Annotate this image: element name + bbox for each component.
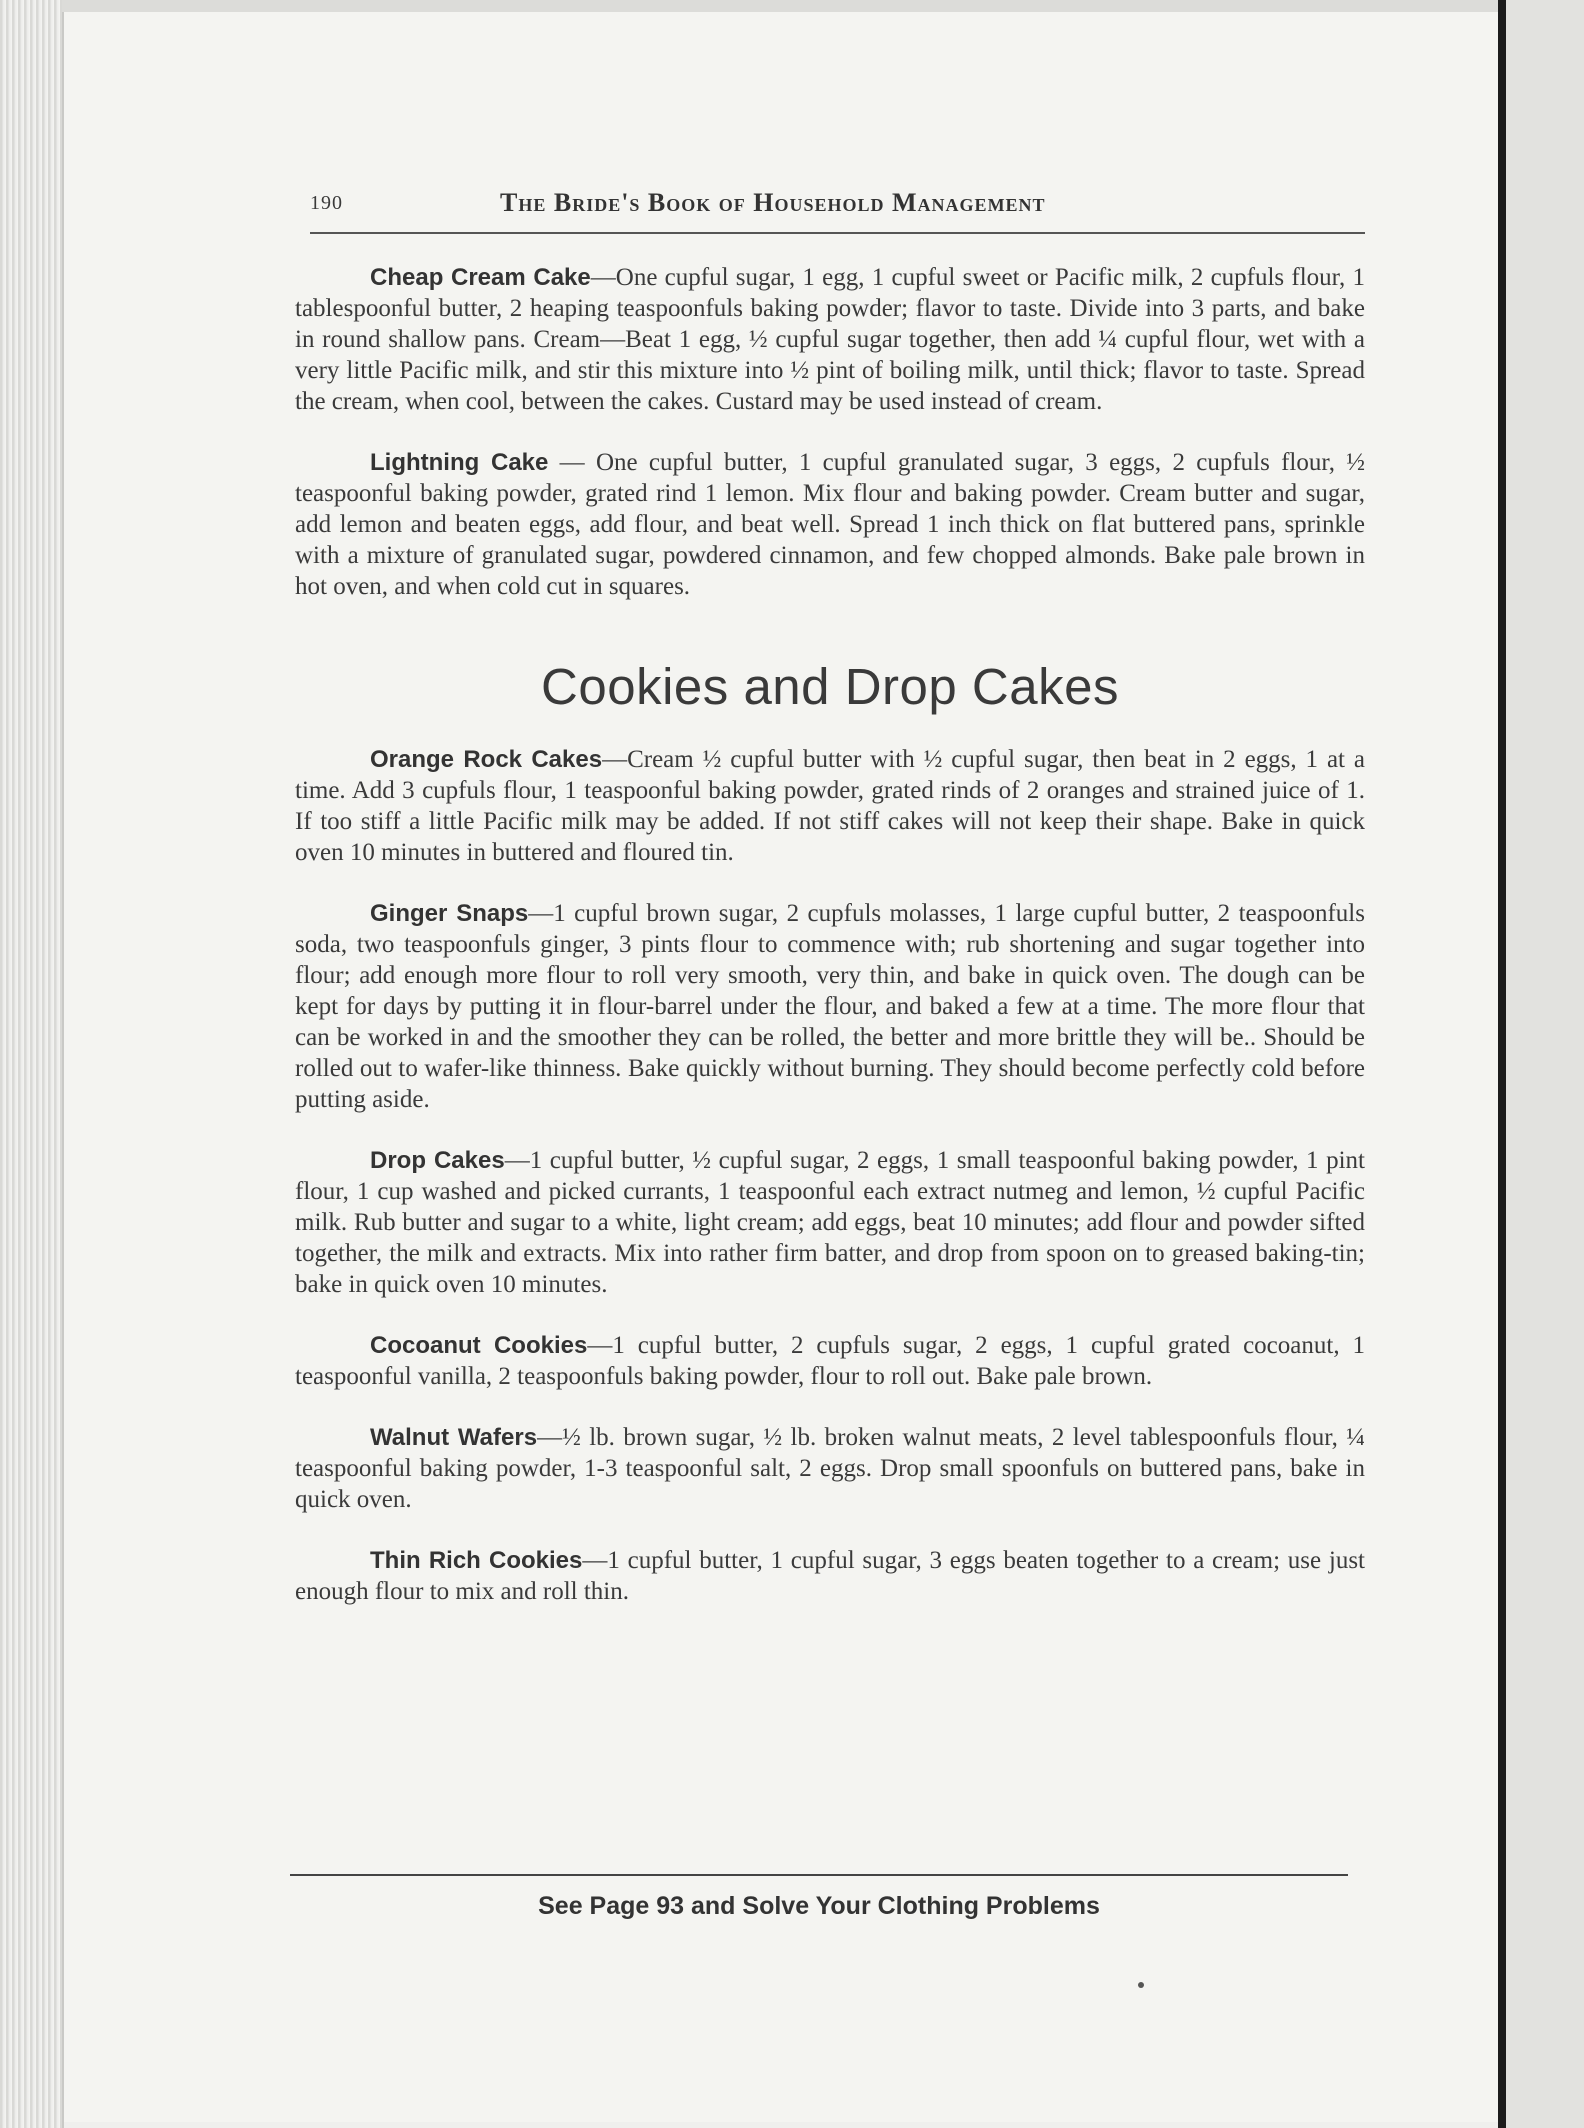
page-edges-left xyxy=(0,0,64,2128)
recipe-text: —Cream ½ cupful butter with ½ cupful sugar, then beat in 2 eggs, 1 at a time. Add 3 cupfuls flour, 1 teaspoonful baking powder, grated rinds of 2 oranges and strained juice of 1. If too stiff a little Pacific milk may be added. If not stiff cakes will not keep their shape. Bake in quick oven 10 minutes in buttered and floured tin. xyxy=(295,746,1365,866)
recipe-text: —1 cupful butter, 1 cupful sugar, 3 eggs beaten together to a cream; use just enough flour to mix and roll thin. xyxy=(295,1547,1365,1605)
recipe-title: Walnut Wafers xyxy=(370,1424,538,1451)
header-divider xyxy=(310,232,1365,234)
recipe-title: Drop Cakes xyxy=(370,1147,505,1174)
section-heading: Cookies and Drop Cakes xyxy=(541,658,1119,715)
recipe-ginger-snaps xyxy=(295,898,1365,1115)
running-head xyxy=(310,188,1360,228)
recipe-text: —1 cupful brown sugar, 2 cupfuls molasses, 1 large cupful butter, 2 teaspoonfuls soda, two teaspoonfuls ginger, 3 pints flour to commence with; rub shortening and sugar together into flour; add enough more flour to roll very smooth, very thin, and bake in quick oven. The dough can be kept for days by putting it in flour-barrel under the flour, and baked a few at a time. The more flour that can be worked in and the smoother they can be rolled, the better and more brittle they will be.. Should be rolled out to wafer-like thinness. Bake quickly without burning. They should become perfectly cold before putting aside. xyxy=(295,900,1365,1113)
recipe-cocoanut-cookies xyxy=(295,1330,1365,1392)
footer-note: See Page 93 and Solve Your Clothing Problems xyxy=(538,1892,1100,1920)
recipe-text: —1 cupful butter, ½ cupful sugar, 2 eggs, 1 small teaspoonful baking powder, 1 pint flour, 1 cup washed and picked currants, 1 teaspoonful each extract nutmeg and lemon, ½ cupful Pacific milk. Rub butter and sugar to a white, light cream; add eggs, beat 10 minutes; add flour and powder sifted together, the milk and extracts. Mix into rather firm batter, and drop from spoon on to greased baking-tin; bake in quick oven 10 minutes. xyxy=(295,1147,1365,1298)
recipe-drop-cakes xyxy=(295,1145,1365,1300)
recipe-title: Thin Rich Cookies xyxy=(370,1547,583,1574)
page-gutter xyxy=(1498,0,1506,2128)
footer-divider xyxy=(290,1874,1348,1876)
recipe-walnut-wafers xyxy=(295,1422,1365,1515)
page-number: 190 xyxy=(310,192,343,214)
recipe-title: Orange Rock Cakes xyxy=(370,746,603,773)
recipe-title: Cocoanut Cookies xyxy=(370,1332,588,1359)
next-page-edge xyxy=(1506,0,1584,2128)
recipe-thin-rich-cookies xyxy=(295,1545,1365,1607)
recipe-text: — One cupful butter, 1 cupful granulated sugar, 3 eggs, 2 cupfuls flour, ½ teaspoonful baking powder, grated rind 1 lemon. Mix flour and baking powder. Cream butter and sugar, add lemon and beaten eggs, add flour, and beat well. Spread 1 inch thick on flat buttered pans, sprinkle with a mixture of granulated sugar, powdered cinnamon, and few chopped almonds. Bake pale brown in hot oven, and when cold cut in squares. xyxy=(295,449,1365,600)
recipe-text: —One cupful sugar, 1 egg, 1 cupful sweet or Pacific milk, 2 cupfuls flour, 1 tablespoonful butter, 2 heaping teaspoonfuls baking powder; flavor to taste. Divide into 3 parts, and bake in round shallow pans. Cream—Beat 1 egg, ½ cupful sugar together, then add ¼ cupful flour, wet with a very little Pacific milk, and stir this mixture into ½ pint of boiling milk, until thick; flavor to taste. Spread the cream, when cool, between the cakes. Custard may be used instead of cream. xyxy=(295,264,1365,415)
recipe-lightning-cake xyxy=(295,447,1365,602)
ink-speck xyxy=(1138,1982,1144,1988)
page-body xyxy=(295,262,1365,1637)
recipe-cheap-cream-cake xyxy=(295,262,1365,417)
recipe-text: —1 cupful butter, 2 cupfuls sugar, 2 eggs, 1 cupful grated cocoanut, 1 teaspoonful vanilla, 2 teaspoonfuls baking powder, flour to roll out. Bake pale brown. xyxy=(295,1332,1365,1390)
recipe-title: Ginger Snaps xyxy=(370,900,529,927)
recipe-title: Lightning Cake xyxy=(370,449,549,476)
recipe-orange-rock-cakes xyxy=(295,744,1365,868)
recipe-title: Cheap Cream Cake xyxy=(370,264,591,291)
page-top-edge xyxy=(62,0,1502,12)
recipe-text: —½ lb. brown sugar, ½ lb. broken walnut meats, 2 level tablespoonfuls flour, ¼ teaspoonful baking powder, 1-3 teaspoonful salt, 2 eggs. Drop small spoonfuls on buttered pans, bake in quick oven. xyxy=(295,1424,1365,1513)
book-title: The Bride's Book of Household Management xyxy=(500,188,1046,217)
